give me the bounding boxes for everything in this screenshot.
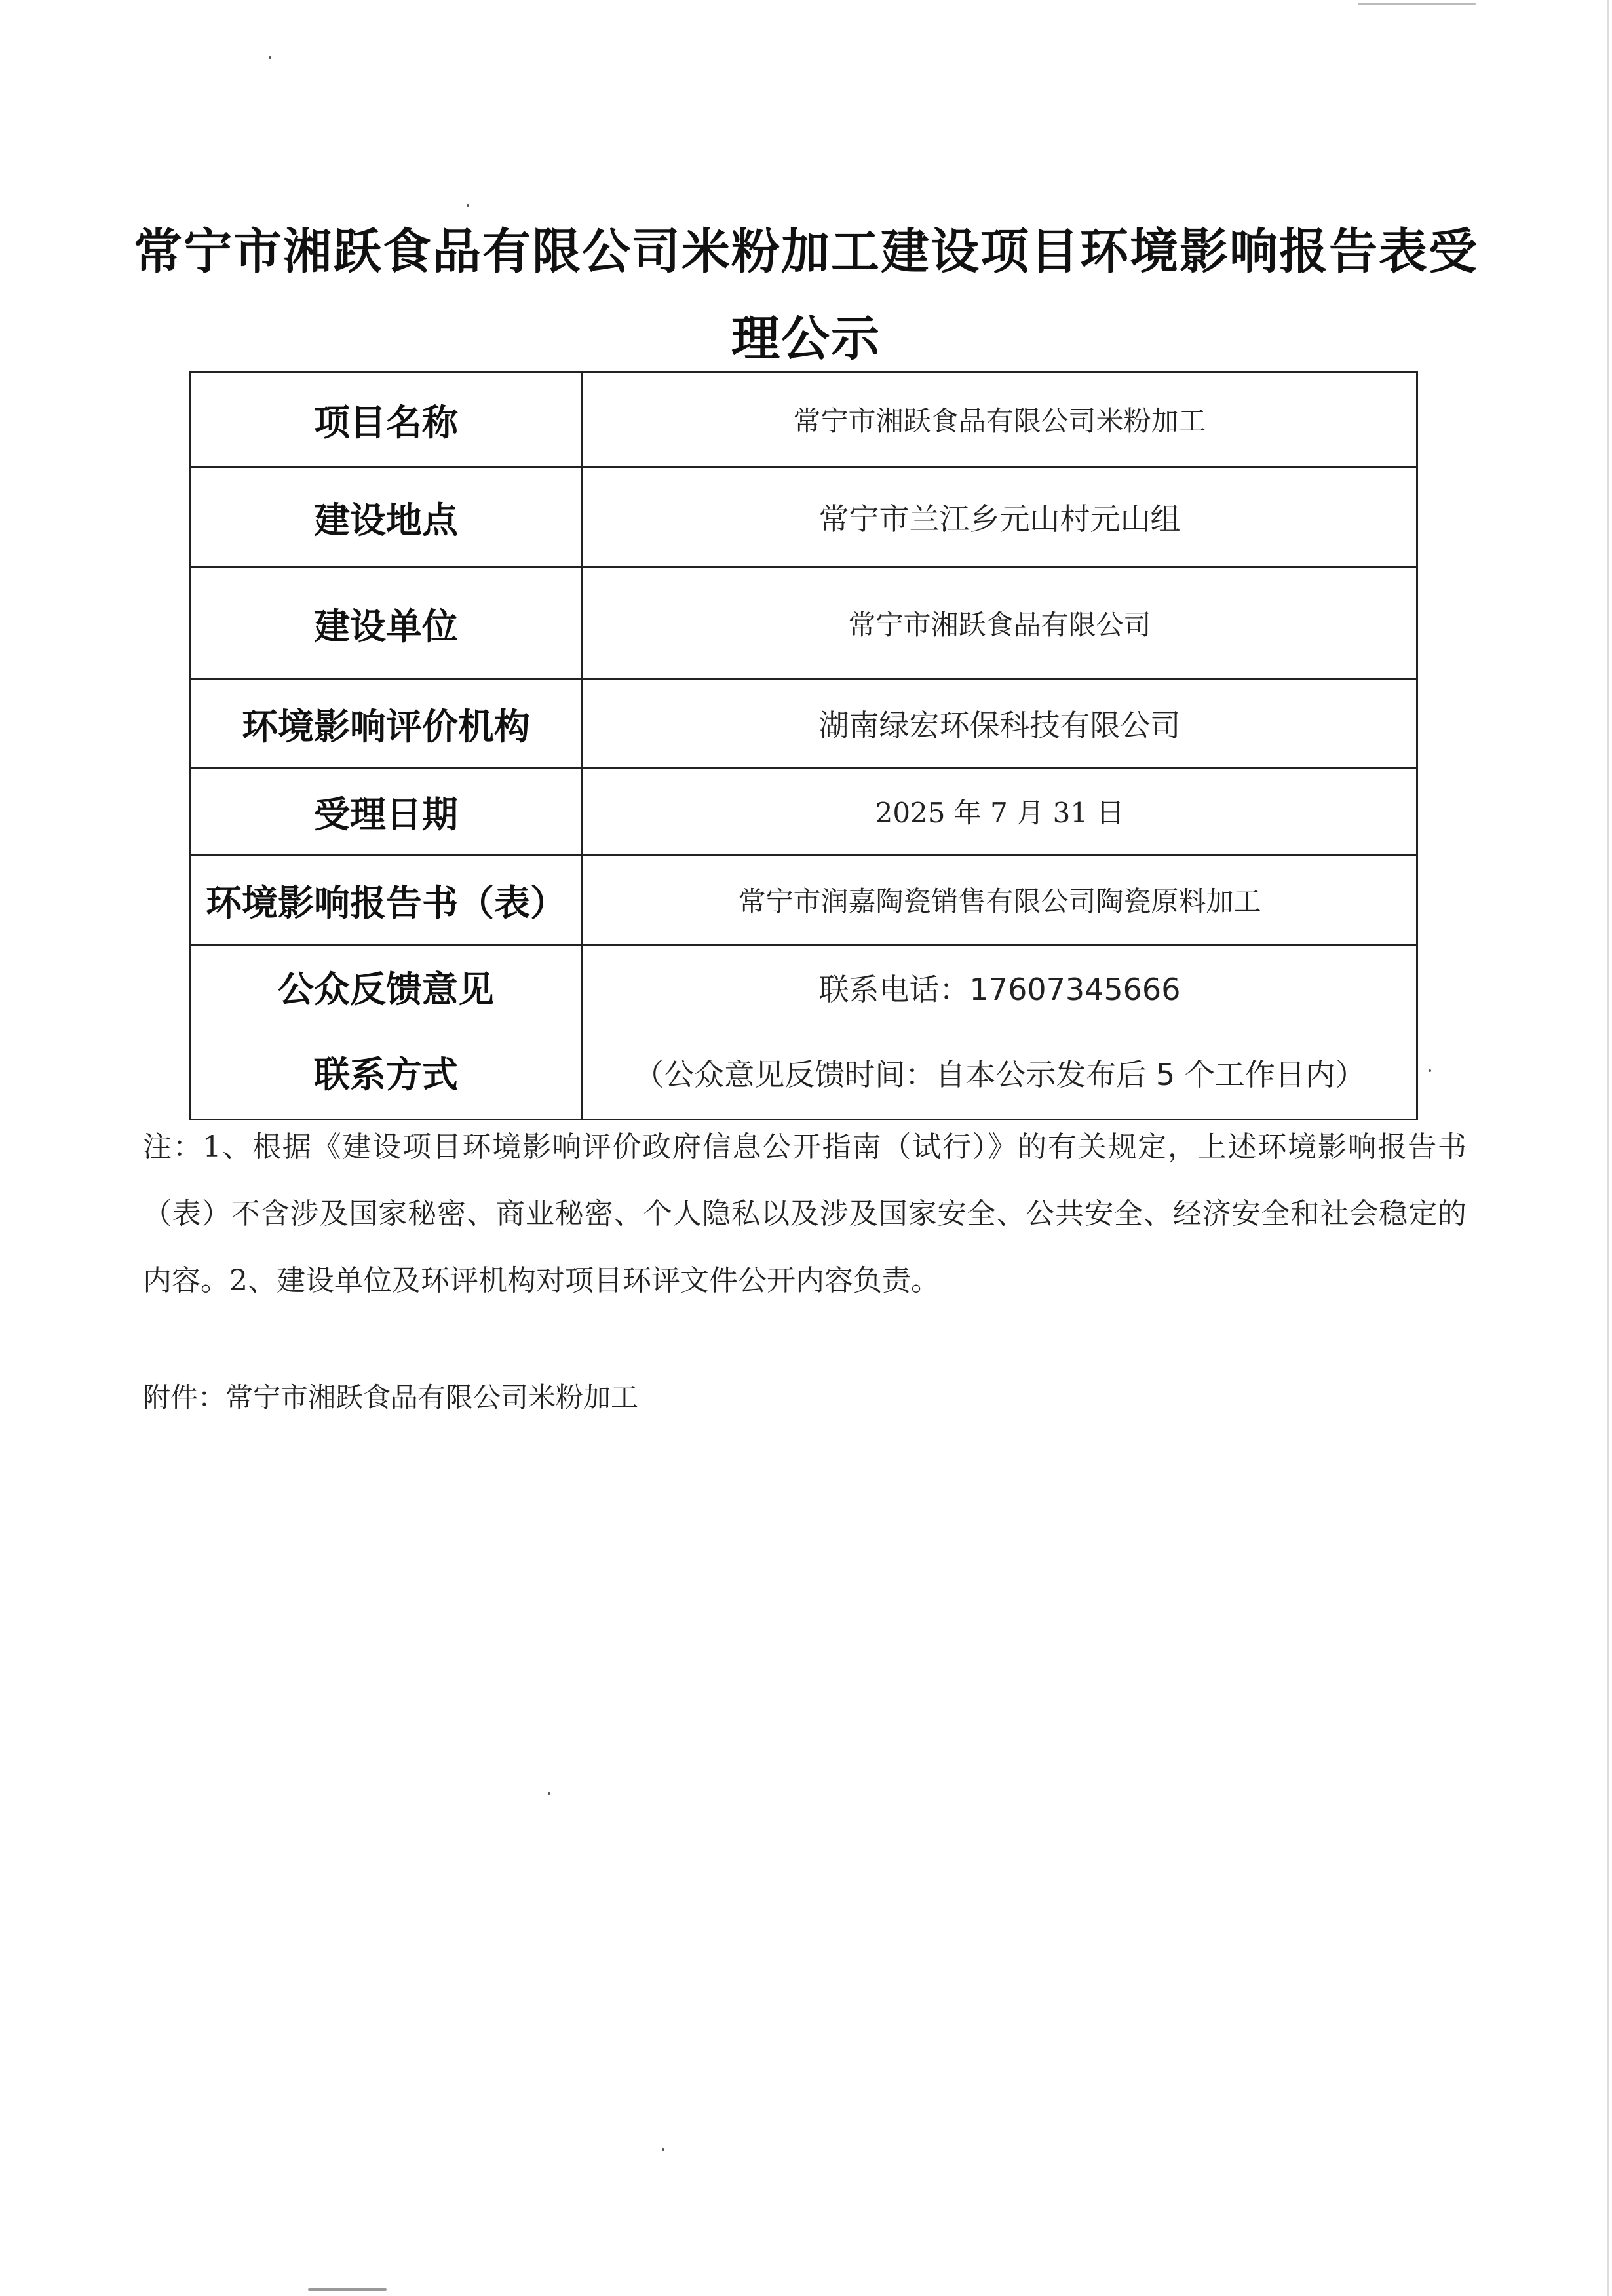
scan-edge-mark [1358, 3, 1476, 5]
eia-report-value: 常宁市润嘉陶瓷销售有限公司陶瓷原料加工 [583, 855, 1417, 945]
scan-speck [662, 2148, 664, 2151]
scan-edge-line [1607, 0, 1609, 2296]
project-info-table [189, 371, 1418, 1120]
table-row [190, 372, 1417, 467]
eia-report-label: 环境影响报告书（表） [190, 855, 583, 945]
table-row [190, 945, 1417, 1120]
eia-agency-value: 湖南绿宏环保科技有限公司 [583, 679, 1417, 768]
scan-speck [269, 56, 271, 59]
acceptance-date-value: 2025 年 7 月 31 日 [583, 768, 1417, 855]
public-feedback-label-line-2: 联系方式 [313, 1054, 458, 1096]
table-row [190, 768, 1417, 855]
document-title-line-2: 理公示 [731, 311, 881, 367]
contact-phone: 联系电话：17607345666 [818, 972, 1181, 1007]
attachment-line: 附件：常宁市湘跃食品有限公司米粉加工 [143, 1381, 639, 1413]
public-feedback-value [583, 945, 1417, 1120]
construction-unit-value: 常宁市湘跃食品有限公司 [583, 567, 1417, 679]
feedback-period: （公众意见反馈时间：自本公示发布后 5 个工作日内） [634, 1057, 1366, 1092]
public-feedback-label [190, 945, 583, 1120]
scan-speck [1429, 1069, 1431, 1072]
construction-site-label: 建设地点 [190, 467, 583, 567]
legal-note: 注：1、根据《建设项目环境影响评价政府信息公开指南（试行）》的有关规定，上述环境影响报告书（表）不含涉及国家秘密、商业秘密、个人隐私以及涉及国家安全、公共安全、经济安全和社会稳定的内容。2、建设单位及环评机构对项目环评文件公开内容负责。 [143, 1130, 1467, 1297]
scan-edge-mark [308, 2288, 387, 2291]
table-row [190, 567, 1417, 679]
public-feedback-label-line-1: 公众反馈意见 [277, 968, 494, 1010]
acceptance-date-label: 受理日期 [190, 768, 583, 855]
table-row [190, 467, 1417, 567]
scan-speck [467, 204, 469, 207]
project-name-value: 常宁市湘跃食品有限公司米粉加工 [583, 372, 1417, 467]
document-title-line-1: 常宁市湘跃食品有限公司米粉加工建设项目环境影响报告表受 [134, 223, 1478, 280]
construction-unit-label: 建设单位 [190, 567, 583, 679]
eia-agency-label: 环境影响评价机构 [190, 679, 583, 768]
table-row [190, 855, 1417, 945]
project-name-label: 项目名称 [190, 372, 583, 467]
construction-site-value: 常宁市兰江乡元山村元山组 [583, 467, 1417, 567]
scan-speck [548, 1792, 550, 1795]
table-row [190, 679, 1417, 768]
